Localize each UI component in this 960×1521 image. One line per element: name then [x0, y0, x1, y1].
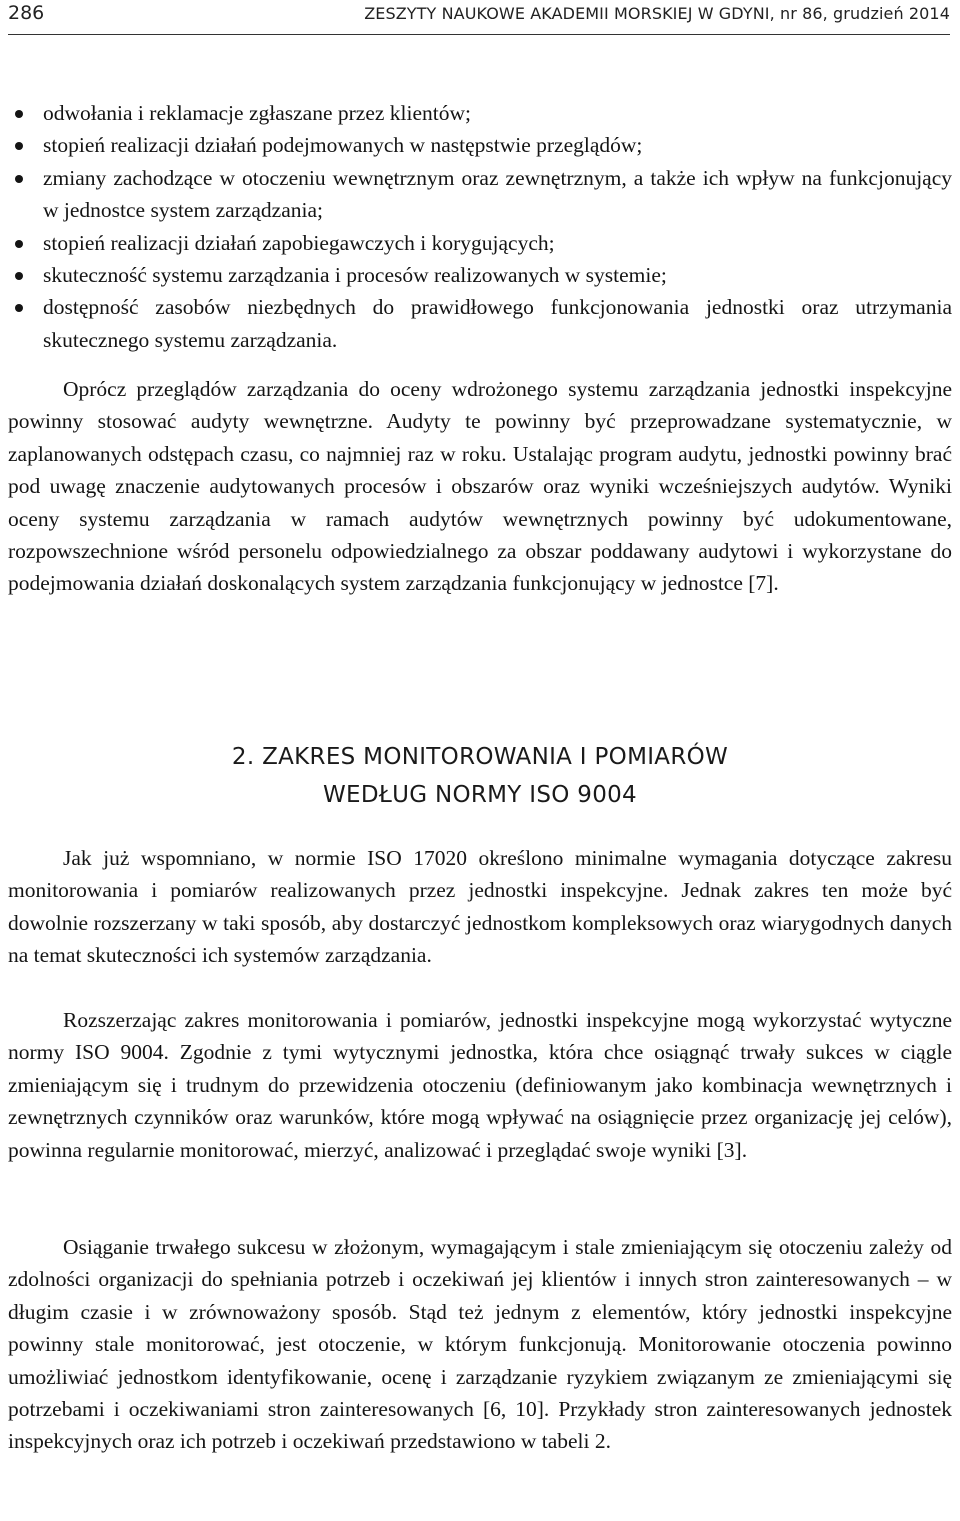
section-heading-line-2: WEDŁUG NORMY ISO 9004: [322, 782, 637, 808]
section-heading: [0, 738, 960, 814]
paragraph-iso-9004: Rozszerzając zakres monitorowania i pomiarów, jednostki inspekcyjne mogą wykorzystać wytyczne normy ISO 9004. Zgodnie z tymi wytycznymi jednostka, która chce osiągnąć trwały sukces w ciągle zmieniającym się i trudnym do przewidzenia otoczeniu (definiowanym jako kombinacja wewnętrznych i zewnętrznych czynników oraz warunków, które mogą wpływać na osiągnięcie przez organizację jej celów), powinna regularnie monitorować, mierzyć, analizować i przeglądać swoje wyniki [3].: [8, 1008, 952, 1162]
page-number: 286: [8, 2, 45, 24]
bullet-list: [8, 97, 952, 356]
bullet-icon: [15, 110, 23, 118]
list-item: zmiany zachodzące w otoczeniu wewnętrznym oraz zewnętrznym, a także ich wpływ na funkcjonujący w jednostce system zarządzania;: [8, 162, 952, 227]
bullet-icon: [15, 304, 23, 312]
running-head: ZESZYTY NAUKOWE AKADEMII MORSKIEJ W GDYNI, nr 86, grudzień 2014: [364, 4, 950, 23]
list-item: skuteczność systemu zarządzania i procesów realizowanych w systemie;: [8, 259, 952, 291]
section-heading-line-1: 2. ZAKRES MONITOROWANIA I POMIARÓW: [231, 744, 729, 770]
page-header: [8, 0, 950, 35]
paragraph-audits: Oprócz przeglądów zarządzania do oceny wdrożonego systemu zarządzania jednostki inspekcyjne powinny stosować audyty wewnętrzne. Audyty te powinny być przeprowadzane systematycznie, w zaplanowanych odstępach czasu, co najmniej raz w roku. Ustalając program audytu, jednostki powinny brać pod uwagę znaczenie audytowanych procesów i obszarów oraz wyniki wcześniejszych audytów. Wyniki oceny systemu zarządzania w ramach audytów wewnętrznych powinny być udokumentowane, rozpowszechnione wśród personelu odpowiedzialnego za obszar poddawany audytowi i wykorzystane do podejmowania działań doskonalących system zarządzania funkcjonujący w jednostce [7].: [8, 377, 952, 596]
list-item: stopień realizacji działań podejmowanych w następstwie przeglądów;: [8, 129, 952, 161]
paragraph-iso-17020: Jak już wspomniano, w normie ISO 17020 określono minimalne wymagania dotyczące zakresu monitorowania i pomiarów realizowanych przez jednostki inspekcyjne. Jednak zakres ten może być dowolnie rozszerzany w taki sposób, aby dostarczyć jednostkom kompleksowych oraz wiarygodnych danych na temat skuteczności ich systemów zarządzania.: [8, 846, 952, 968]
paragraph-sustained-success: Osiąganie trwałego sukcesu w złożonym, wymagającym i stale zmieniającym się otoczeniu zależy od zdolności organizacji do spełniania potrzeb i oczekiwań jej klientów i innych stron zainteresowanych – w długim czasie i w zrównoważony sposób. Stąd też jednym z elementów, który jednostki inspekcyjne powinny stale monitorować, jest otoczenie, w którym funkcjonują. Monitorowanie otoczenia powinno umożliwiać jednostkom identyfikowanie, ocenę i zarządzanie ryzykiem związanym ze zmieniającymi się potrzebami i oczekiwaniami stron zainteresowanych [6, 10]. Przykłady stron zainteresowanych jednostek inspekcyjnych oraz ich potrzeb i oczekiwań przedstawiono w tabeli 2.: [8, 1235, 952, 1454]
bullet-icon: [15, 272, 23, 280]
list-item: odwołania i reklamacje zgłaszane przez klientów;: [8, 97, 952, 129]
list-item: dostępność zasobów niezbędnych do prawidłowego funkcjonowania jednostki oraz utrzymania skutecznego systemu zarządzania.: [8, 291, 952, 356]
bullet-icon: [15, 240, 23, 248]
bullet-icon: [15, 175, 23, 183]
list-item: stopień realizacji działań zapobiegawczych i korygujących;: [8, 227, 952, 259]
bullet-icon: [15, 142, 23, 150]
